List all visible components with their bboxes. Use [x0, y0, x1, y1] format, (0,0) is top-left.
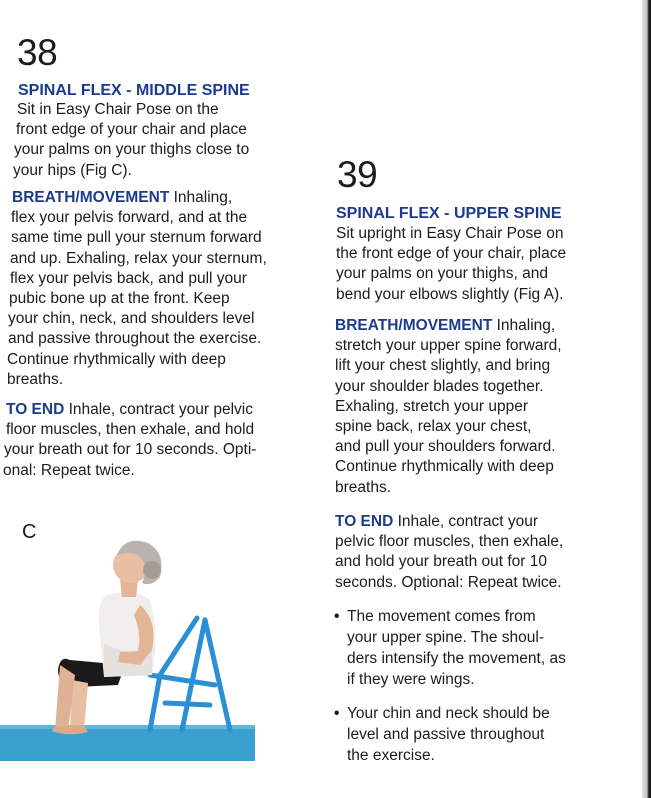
- text-fragment: Inhale, contract your: [393, 513, 539, 530]
- text-fragment: Inhaling,: [169, 189, 233, 206]
- text-line: flex your pelvis back, and pull your: [10, 269, 247, 287]
- folding-chair: [150, 618, 230, 730]
- text-line: ders intensify the movement, as: [347, 650, 566, 667]
- breath-paragraph-38: [7, 188, 267, 390]
- text-line: your upper spine. The shoul-: [347, 629, 545, 646]
- text-line: Continue rhythmically with deep: [335, 458, 554, 476]
- end-label: TO END: [6, 401, 65, 418]
- text-line: flex your pelvis forward, and at the: [11, 209, 248, 227]
- bullet-item: [334, 703, 550, 766]
- text-line: front edge of your chair and place: [16, 121, 247, 139]
- text-line: Continue rhythmically with deep: [7, 350, 226, 368]
- intro-paragraph-38: [13, 100, 250, 181]
- figure-label-c: C: [22, 521, 37, 543]
- text-line: your palms on your thighs, and: [336, 265, 548, 283]
- text-line: The movement comes from: [347, 608, 536, 625]
- breath-paragraph-39: [335, 316, 562, 498]
- text-fragment: Inhale, contract your pelvic: [64, 401, 253, 418]
- exercise-title-39: SPINAL FLEX - UPPER SPINE: [336, 205, 562, 222]
- text-line: lift your chest slightly, and bring: [335, 357, 551, 375]
- exercise-title-38: SPINAL FLEX - MIDDLE SPINE: [18, 82, 250, 99]
- text-line: and passive throughout the exercise.: [8, 330, 262, 348]
- breath-label: BREATH/MOVEMENT: [335, 317, 493, 334]
- text-line: bend your elbows slightly (Fig A).: [336, 285, 564, 303]
- text-fragment: Inhaling,: [492, 317, 556, 334]
- bullet-icon: •: [334, 705, 340, 722]
- end-label: TO END: [335, 513, 394, 530]
- text-line: and hold your breath out for 10: [335, 553, 547, 571]
- text-line: pelvic floor muscles, then exhale,: [335, 533, 564, 551]
- text-line: the exercise.: [347, 747, 435, 764]
- text-line: floor muscles, then exhale, and hold: [6, 421, 255, 439]
- page-edge: [642, 0, 651, 798]
- text-line: and up. Exhaling, relax your sternum,: [10, 249, 267, 267]
- text-line: if they were wings.: [347, 671, 475, 688]
- text-line: breaths.: [335, 478, 392, 496]
- text-line: Sit in Easy Chair Pose on the: [17, 101, 219, 118]
- text-line: level and passive throughout: [347, 726, 545, 743]
- end-paragraph-38: [3, 400, 257, 481]
- person-seated: [52, 541, 162, 735]
- text-line: pubic bone up at the front. Keep: [9, 290, 230, 308]
- text-line: the front edge of your chair, place: [336, 245, 567, 263]
- text-line: Exhaling, stretch your upper: [335, 397, 528, 415]
- exercise-number-39: 39: [337, 154, 378, 195]
- bullet-item: [334, 606, 566, 690]
- text-line: your palms on your thighs close to: [14, 141, 250, 159]
- text-line: your hips (Fig C).: [13, 161, 132, 179]
- figure-c-photo: [0, 525, 270, 765]
- bullet-icon: •: [334, 608, 340, 625]
- text-line: stretch your upper spine forward,: [335, 337, 562, 355]
- end-paragraph-39: [335, 512, 563, 593]
- intro-paragraph-39: [336, 224, 566, 305]
- text-line: your shoulder blades together.: [335, 377, 544, 395]
- text-line: breaths.: [7, 370, 64, 388]
- text-line: your chin, neck, and shoulders level: [8, 310, 255, 328]
- text-line: seconds. Optional: Repeat twice.: [335, 573, 562, 591]
- text-line: same time pull your sternum forward: [11, 229, 262, 247]
- yoga-mat: [0, 725, 255, 761]
- text-line: and pull your shoulders forward.: [335, 438, 556, 456]
- exercise-number-38: 38: [17, 32, 58, 73]
- text-line: Your chin and neck should be: [347, 705, 550, 722]
- text-line: your breath out for 10 seconds. Opti-: [4, 441, 257, 459]
- text-line: onal: Repeat twice.: [3, 461, 135, 479]
- text-line: spine back, relax your chest,: [335, 418, 532, 436]
- breath-label: BREATH/MOVEMENT: [12, 189, 170, 206]
- text-line: Sit upright in Easy Chair Pose on: [336, 225, 564, 242]
